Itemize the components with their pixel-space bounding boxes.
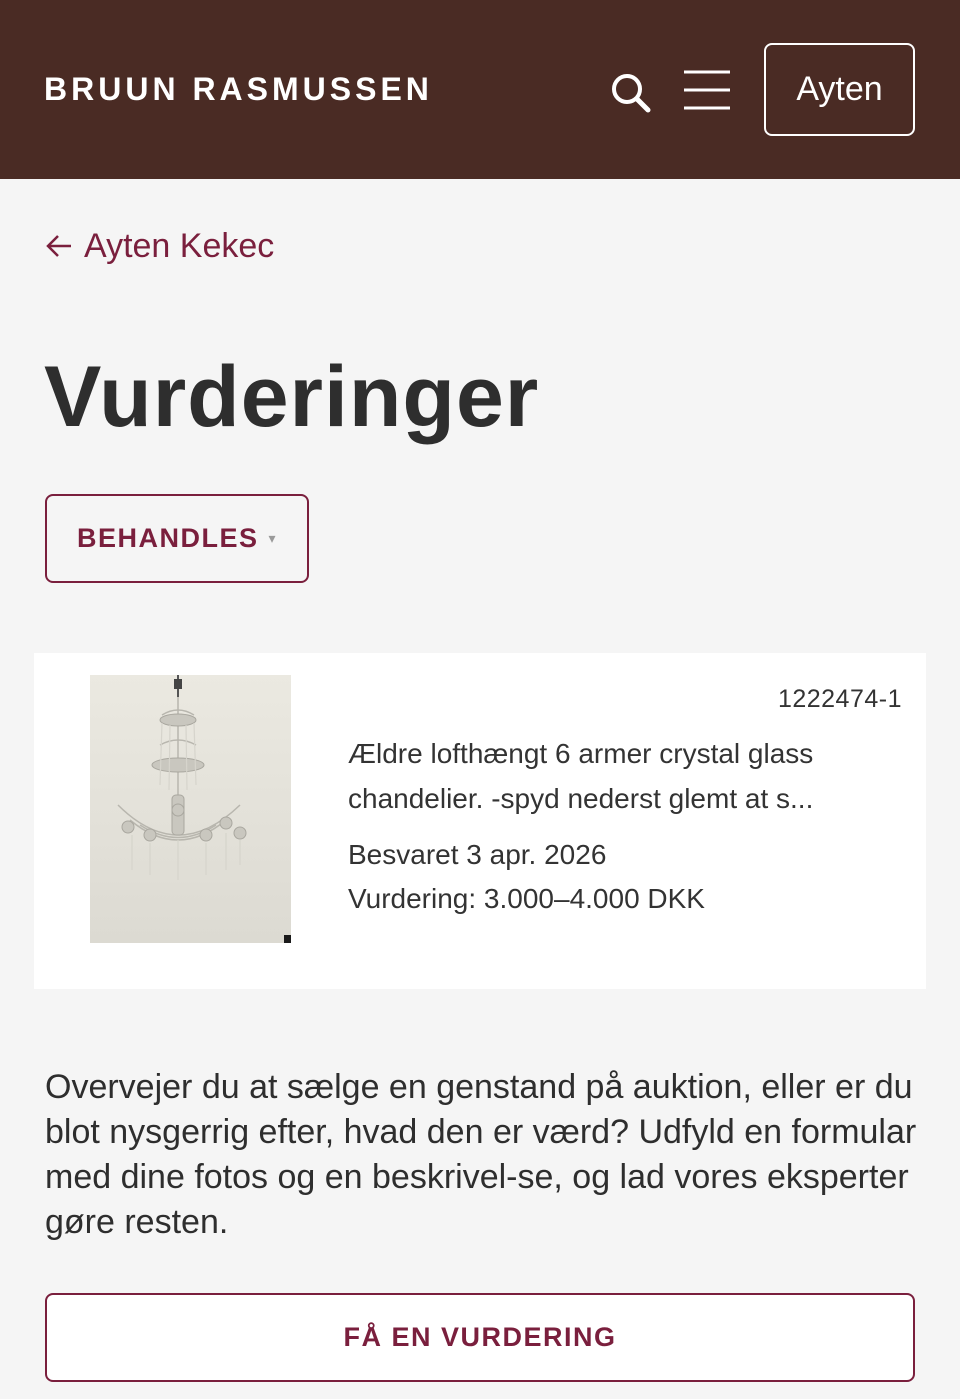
menu-button[interactable] [680,64,736,120]
search-button[interactable] [604,66,660,122]
status-filter-dropdown[interactable] [45,494,309,583]
chevron-down-icon: ▾ [268,530,278,546]
get-valuation-button[interactable]: FÅ EN VURDERING [45,1293,915,1382]
search-icon [604,66,660,122]
info-text: Overvejer du at sælge en genstand på auktion, eller er du blot nysgerrig efter, hvad den er værd? Udfyld en formular med dine fotos og en beskrivel-se, og lad vores eksperter gøre resten. [45,1068,917,1241]
arrow-left-icon [44,231,74,261]
item-description: Ældre lofthængt 6 armer crystal glass chandelier. -spyd nederst glemt at s... [348,738,814,814]
item-answered-date: Besvaret 3 apr. 2026 [348,839,607,870]
status-filter-label: BEHANDLES [76,523,259,553]
back-link-label: Ayten Kekec [84,226,275,265]
site-header [0,0,960,179]
brand-logo[interactable]: BRUUN RASMUSSEN [44,71,433,107]
user-account-button[interactable]: Ayten [764,43,915,136]
item-id: 1222474-1 [777,685,902,713]
chandelier-photo [90,675,291,943]
page-title: Vurderinger [44,349,540,445]
valuation-card[interactable] [34,653,926,989]
hamburger-menu-icon [680,64,736,120]
item-valuation: Vurdering: 3.000–4.000 DKK [348,883,705,914]
back-link[interactable] [44,224,274,268]
